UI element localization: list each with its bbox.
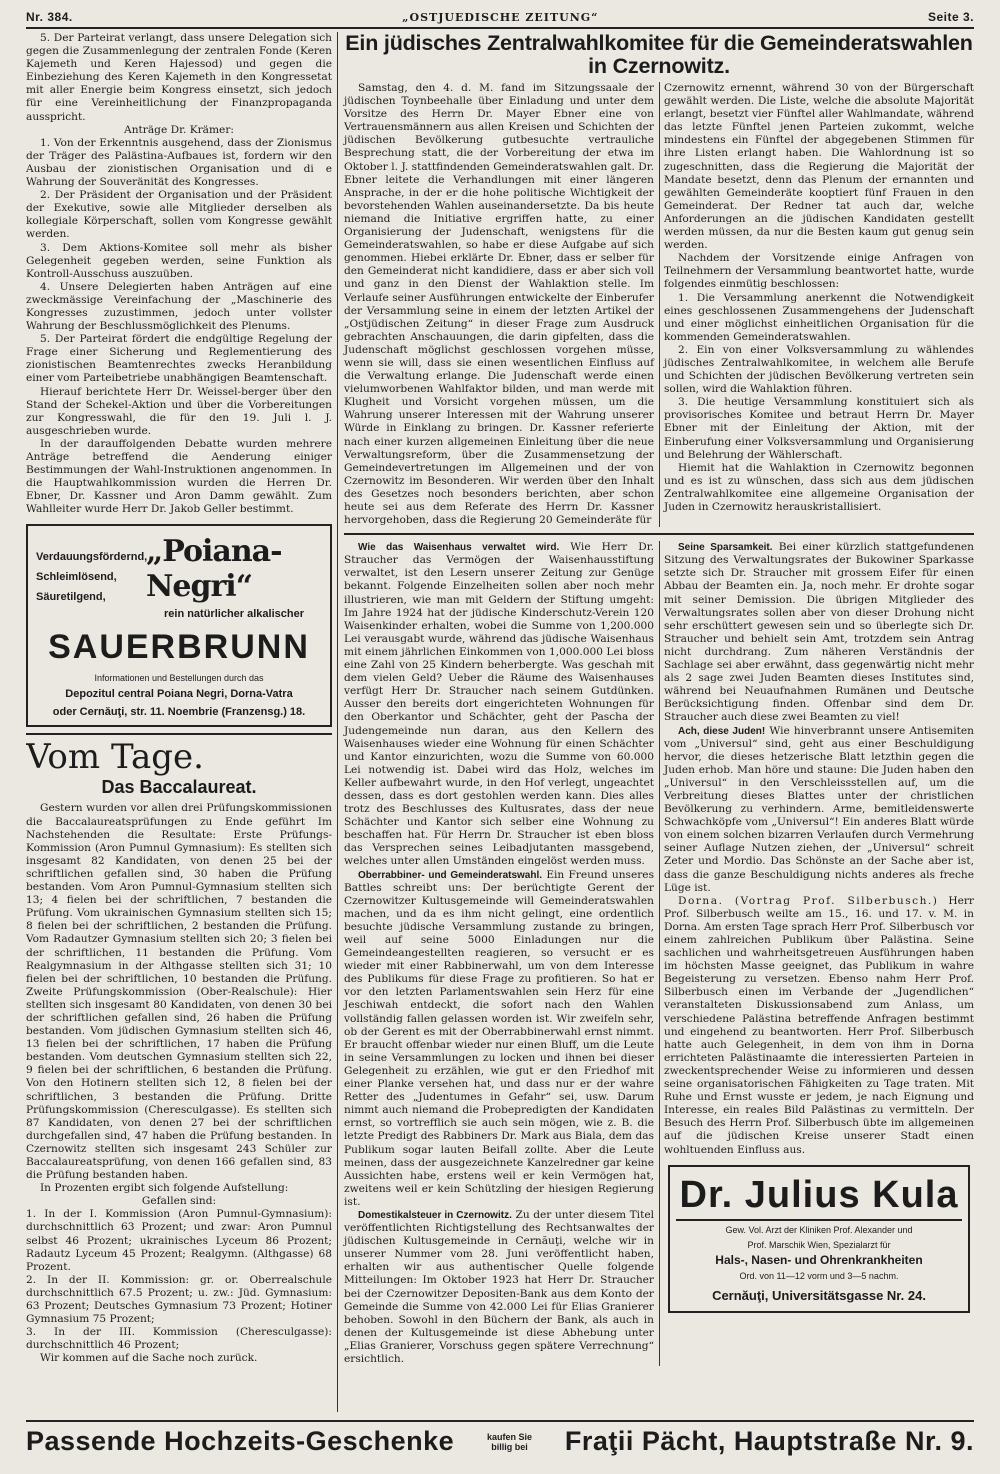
resolution-item: 2. Ein von einer Volksversammlung zu wählendes jüdisches Zentralwahlkomitee, in welchem alle Berufe und Schichten der jüdischen Bevölkerung vertreten sein sollen, wird die Wahlaktion führen. [664,343,974,396]
ad-line: Prof. Marschik Wien, Spezialarzt für [747,1239,891,1250]
left-paragraph: 1. Von der Erkenntnis ausgehend, dass der Zionismus der Träger des Palästina-Aufbaues ist, fordern wir den Ausbau der zionistischen Organisation und di e Wahrung der Souveränität des Kongresses. [26,136,332,189]
lead-paragraph: Samstag, den 4. d. M. fand im Sitzungssaale der jüdischen Toynbeehalle über Einladung und unter dem Vorsitze des Herrn Dr. Mayer Ebner eine von Vertrauensmännern aus allen Kreisen und Schichten der jüdischen Bevölkerung gutbesuchte vertrauliche Besprechung statt, die der Vorbereitung der etwa im Oktober l. J. stattfindenden Gemeinderatswahlen galt. Dr. Ebner leitete die Verhandlungen mit einer längeren Ansprache, in der er die hohe politische Wichtigkeit der bevorstehenden Wahlen auseinandersetzte. Da bis heute niemand die Initiative ergriffen hatte, zu einer Organisierung der Judenschaft, wenigstens für die Gemeinderatswahlen, so habe er diese Aufgabe auf sich genommen. Hiebei erklärte Dr. Ebner, dass er selber für den Gemeinderat nicht kandidiere, dass er aber sich voll und ganz in den Dienst der Wahlaktion stelle. Im Verlaufe seiner Ausführungen entwickelte der Einberufer der Versammlung seine in einem der letzten Artikel der „Ostjüdischen Zeitung“ in dieser Frage zum Ausdruck gebrachten Anschauungen, die darin gipfelten, dass die Judenschaft möglichst geschlossen vorgehen müsse, wenn sie will, dass sie einen wesentlichen Einfluss auf die Verwaltung erlange. Die Judenschaft werde einen vielumworbenen Wahlfaktor bilden, und man werde mit Klugheit und Vorsicht vorgehen müssen, um die Wahrung unserer Interessen mit der Wahrung unserer Würde in Einklang zu bringen. Dr. Kassner referierte nach einer kurzen allgemeinen Einleitung über die neue Verwaltungsreform, über die Zusammensetzung der Gemeindevertretungen im Allgemeinen und der von Czernowitz im Besonderen. Wir werden über den Inhalt des Gesetzes noch besonders berichten, aber schon heute sei aus dem Referate des Herrn Dr. Kassner hervorgehoben, dass die Regierung 20 Gemeinderäte für [344,82,654,527]
news-head: Oberrabbiner- und Gemeinderatswahl. [358,869,543,881]
column-rule [659,82,660,527]
article-paragraph: In Prozenten ergibt sich folgende Aufstellung: [40,1182,289,1195]
column-rule [337,32,338,1412]
ad-hours: Ord. von 11—12 vorm und 3—5 nachm. [739,1270,899,1281]
article-paragraph: Gestern wurden vor allen drei Prüfungskommissionen die Baccalaureatsprüfungen zu Ende geführt Im Nachstehenden die Resultate: Erste Prüfungs-Kommission (Aron Pumnul Gymnasium): Es stellten sich insgesamt 82 Kandidaten, von denen 25 bei der schriftlichen gefallen sind, 30 haben die Prüfung bestanden. Vom Aron Pumnul-Gymnasium stellten sich 13; 4 fielen bei der schriftlichen, 7 bestanden die Prüfung. Vom ukrainischen Gymnasium stellten sich 15; 8 fielen bei der schriftlichen, 2 bestanden die Prüfung. Vom Radautzer Gymnasium stellten sich 20; 3 fielen bei der schriftlichen, 11 bestanden die Prüfung. Vom Realgymnasium in der Althgasse stellten sich 31; 10 fielen bei der schriftlichen, 10 bestanden die Prüfung. Zweite Prüfungskommission (Ober-Realschule): Hier stellten sich insgesamt 80 Kandidaten, von denen 30 bei der schriftlichen gefallen sind, 26 haben die Prüfung bestanden. Vom jüdischen Gymnasium stellten sich 46, 13 fielen bei der schriftlichen, 17 haben die Prüfung bestanden. Vom deutschen Gymnasium stellten sich 22, 9 fielen bei der schriftlichen, 6 bestanden die Prüfung. Von den Hotinern stellten sich 12, 8 fielen bei der schriftlichen, 3 bestanden die Prüfung. Dritte Prüfungskommission (Cheresculgasse). Es stellten sich 87 Kandidaten, von denen 27 bei der schriftlichen durchgefallen sind, 47 haben die Prüfung bestanden. In Czernowitz stellten sich insgesamt 243 Schüler zur Baccalaureatsprüfung, von denen 166 gefallen sind, 83 die Prüfung bestanden haben. [26,802,332,1182]
masthead: „OSTJUEDISCHE ZEITUNG“ [402,11,599,24]
news-text: Herr Prof. Silberbusch weilte am 15., 16. und 17. v. M. in Dorna. Am ersten Tage sprach Herr Prof. Silberbusch vor einem zahlreichen Publikum über Palästina. Seine sachlichen und wahrheitsgetreuen Ausführungen haben im höchsten Masse geeignet, das Publikum in wahre Begeisterung zu versetzen. Ebenso nahm Herr Prof. Silberbusch einen im Verbande der „Jugendlichen“ veranstalteten Diskussionsabend zum Anlass, um verschiedene Palästina betreffende Anfragen bestimmt und eingehend zu beantworten. Herr Prof. Silberbusch hatte auch Gelegenheit, in dem von ihm in Dorna errichteten Palästinaamte die interessierten Parteien in zweckentsprechender Weise zu informieren und dessen seine organisatorischen Fähigkeiten zu Tage traten. Mit Ruhe und Ernst wusste er jedem, je nach Eignung und Interesse, ein reales Bild Palästinas zu vermitteln. Der Besuch des Herrn Prof. Silberbusch übte im allgemeinen auf die jüdischen Kreise unserer Stadt einen wohltuenden Einfluss aus. [664,894,974,1156]
left-paragraph: 2. Der Präsident der Organisation und der Präsident der Exekutive, sowie alle Mitglieder derselben als kollegiale Körperschaft, sollen vom Kongresse gewählt werden. [26,189,332,241]
ad-subtitle: rein natürlicher alkalischer [163,608,304,621]
ad-address: Cernăuţi, Universitätsgasse Nr. 24. [712,1287,926,1303]
issue-number: Nr. 384. [26,10,73,24]
lead-paragraph: Czernowitz ernennt, während 30 von der Bürgerschaft gewählt werden. Die Liste, welche die absolute Majorität erlangt, besetzt vier Fünftel aller Wahlmandate, während das letzte Fünftel jenen Parteien zukommt, welche mindestens ein Fünftel der abgegebenen Stimmen für ihre Listen erlangt haben. Die Wahlordnung ist so zugeschnitten, dass die Regierung die Majorität der Mandate besetzt, denn das Plenum der ernannten und gewählten Gemeinderäte kooptiert fünf Frauen in den Gemeinderat. Der Redner tat auch dar, welche Anforderungen an die jüdischen Kandidaten gestellt werden müssen, da nur die Besten kaum gut genug sein werden. [664,82,974,252]
footer-ad [26,1420,974,1457]
news-head: Seine Sparsamkeit. [678,542,773,554]
left-paragraph: Anträge Dr. Krämer: [124,123,234,136]
news-text: Wie hinverbrannt unsere Antisemiten vom „Universul“ sind, geht aus einer Beschuldigung hervor, die dieses hetzerische Blatt letzthin gegen die Juden erhob. Man höre und staune: Die Juden haben den „Universul“ in den Verschleissstellen auf, um die Verbreitung dieses Blattes unter der christlichen Bevölkerung zu verhindern. Arme, bemitleidenswerte Schwachköpfe vom „Universul“! Ein anderes Blatt würde von einem solchen bizarren Verlaufen durch Vermehrung seiner Auflage Nutzen ziehen, der „Universul“ schreit Zeter und Mordio. Das Schönste an der Sache aber ist, dass die ganze Beschuldigung nichts anderes als freche Lüge ist. [664,724,974,894]
ad-line: Verdauungsfördernd, [36,551,148,564]
article-title: Das Baccalaureat. [101,777,257,798]
article-paragraph: Gefallen sind: [141,1195,217,1208]
section-title: Vom Tage. [26,733,332,775]
lead-article [344,82,974,527]
section-rule [344,533,974,535]
left-paragraph: In der darauffolgenden Debatte wurden mehrere Anträge betreffend die Aenderung einiger Bestimmungen der Wahl-Instruktionen angenommen. In die Hauptwahlkommission wurden die Herren Dr. Ebner, Dr. Kassner und Aron Damm gewählt. Zum Wahlleiter wurde Herr Dr. Jakob Geller bestimmt. [26,437,332,516]
ad-specialty: Hals-, Nasen- und Ohrenkrankheiten [715,1252,923,1267]
resolution-item: 1. Die Versammlung anerkennt die Notwendigkeit eines geschlossenen Zusammengehens der Judenschaft und einer möglichst einheitlichen Organisation für die kommenden Gemeinderatswahlen. [664,291,974,343]
lead-paragraph: Nachdem der Vorsitzende einige Anfragen von Teilnehmern der Versammlung beantwortet hatte, wurde folgendes einmütig beschlossen: [664,252,974,291]
news-text: Ein Freund unseres Battles schreibt uns: Der berüchtigte Gerent der Czernowitzer Kultusgemeinde will Gemeinderatswahlen machen, und da es ihm nicht gelingt, eine ordentlich besuchte jüdische Versammlung zustande zu bringen, weil auf seine 5000 Einladungen nur die Gemeindeangestellten reagieren, so versucht er es wieder mit einer Rabbinerwahl, um von dem Interesse des Publikums für diese Frage zu profitieren. So hat er vor den letzten Parlamentswahlen sein Herz für eine Jeschiwah entdeckt, die sofort nach den Wahlen vollständig fallen gelassen worden ist. Wir zweifeln sehr, ob der Gerent es mit der Oberrabbinerwahl ernst nimmt. Er braucht offenbar wieder nur einen Bluff, um die Leute in seine Versammlungen zu locken und ihnen bei dieser Gelegenheit zu erzählen, wie gut er den Friedhof mit einer Planke versehen hat, und dass nur er der wahre Retter des „Judentumes in Gefahr“ sei, usw. Darum nimmt auch niemand die Probepredigten der Kandidaten ernst, so vortrefflich sie auch sein mögen, wie z. B. die letzte Predigt des Rabbiners Dr. Mark aus Biala, dem das Publikum sogar lauten Beifall zollte. Aber die Leute meinen, dass der ausgezeichnete Kanzelredner gar keine Aussichten habe, erstens weil er kein Vermögen hat, zweitens weil er kein Schützling der hiesigen Regierung ist. [344,868,654,1208]
running-header [26,10,974,29]
footer-mid-line: kaufen Sie [487,1431,533,1442]
footer-mid-line: billig bei [491,1441,528,1452]
left-paragraph: 5. Der Parteirat verlangt, dass unsere Delegation sich gegen die Zusammenlegung der zentralen Fonde (Keren Kajemeth und Keren Hajessod) und gegen die Einbeziehung des Keren Kajemeth in den Kongressetat mit aller Energie beim Kongress einsetzt, sich jedoch für eine Vereinheitlichung der Finanzpropaganda ausspricht. [26,32,332,123]
ad-line: Gew. Vol. Arzt der Kliniken Prof. Alexander und [725,1224,913,1235]
article-paragraph: Wir kommen auf die Sache noch zurück. [40,1352,258,1365]
lead-paragraph: Hiemit hat die Wahlaktion in Czernowitz begonnen und es ist zu wünschen, dass sich aus dem jüdischen Zentralwahlkomitee eine allgemeine Organisation der Juden in Czernowitz herauskristallisiert. [664,461,974,513]
right-area [344,32,974,1412]
resolution-item: 3. Die heutige Versammlung konstituiert sich als provisorisches Komitee und betraut Herrn Dr. Mayer Ebner mit der Einleitung der Aktion, mit der Einberufung einer Volksversammlung und Organisierung und Belehrung der Wählerschaft. [664,396,974,461]
page-number: Seite 3. [927,10,974,24]
left-column [26,32,332,1412]
ad-line: Säuretilgend, [36,591,106,604]
ad-address: Depozitul central Poiana Negri, Dorna-Vatra [65,688,293,701]
left-paragraph: 3. Dem Aktions-Komitee soll mehr als bisher Gelegenheit gegeben werden, seine Funktion als Kontroll-Ausschuss auszuüben. [26,241,332,280]
news-text: Wie Herr Dr. Straucher das Vermögen der Waisenhausstiftung verwaltet, ist den Lesern unserer Zeitung zur Genüge bekannt. Folgende Einzelheiten sollen aber noch mehr illustrieren, wie man mit Geldern der Stiftung umgeht: Im Jahre 1924 hat der jüdische Kinderschutz-Verein 120 Waisenkinder erhalten, wobei die Summe von 1,200.000 Lei verausgabt wurde, während das jüdische Waisenhaus mit einem jährlichen Einkommen von 1,000.000 Lei bloss eine Zahl von 25 Kindern beherbergte. Was geschah mit dem vielen Geld? Ueber die Räume des Waisenhauses verfügt Herr Dr. Straucher nach seinem Gutdünken. Ausser den bereits dort eingerichteten Wohnungen für den Oberkantor und Schächter, geht der Pascha der Judengemeinde nun daran, aus den Kellern des Waisenhauses wieder eine Wohnung für einen Schächter und Kantor einzurichten, wozu die Summe von 60.000 Lei notwendig ist. Dabei wird das Holz, welches im Keller aufbewahrt wurde, in den Hof verlegt, ungeachtet dessen, dass es dort gestohlen werden kann. Dies alles trotz des Beschlusses des Kultusrates, dass der neue Schächter und Kantor sich selber eine Wohnung zu beschaffen hat. Für Herrn Dr. Straucher ist eben bloss das Versprechen seines Leibadjutanten massgebend, welches unter allen Umständen eingelöst werden muss. [344,541,654,868]
dr-kula-ad [668,1165,970,1313]
ad-name: Dr. Julius Kula [676,1175,962,1221]
news-head: Wie das Waisenhaus verwaltet wird. [358,542,560,554]
column-rule [659,541,660,1366]
left-paragraph: 5. Der Parteirat fördert die endgültige Regelung der Frage einer Sicherung und Reglementierung des zionistischen Beamtenrechtes zwecks Heranbildung einer vom Parteibetriebe unabhängigen Beamtenschaft. [26,333,332,385]
article-paragraph: 1. In der I. Kommission (Aron Pumnul-Gymnasium): durchschnittlich 63 Prozent; und zwar: Aron Pumnul selbst 46 Prozent; ukrainisches Lyceum 86 Prozent; Radautz Lyceum 45 Prozent; Realgymn. (Althgasse) 68 Prozent. [26,1208,332,1273]
ad-info: Informationen und Bestellungen durch das [94,673,264,684]
ad-line: Schleimlösend, [36,571,117,584]
left-paragraph: 4. Unsere Delegierten haben Anträgen auf eine zweckmässige Vereinfachung der „Maschinerie des Kongresses zuzustimmen, jedoch unter vollster Wahrung der Beschlussmöglichkeit des Plenums. [26,280,332,333]
left-paragraph: Hierauf berichtete Herr Dr. Weissel-berger über den Stand der Schekel-Aktion und über die Vorbereitungen zur Kongresswahl, die für den 19. Juli l. J. ausgeschrieben wurde. [26,385,332,437]
footer-left: Passende Hochzeits-Geschenke [26,1426,455,1456]
ad-product: SAUERBRUNN [48,628,310,667]
lead-headline: Ein jüdisches Zentralwahlkomitee für die Gemeinderatswahlen in Czernowitz. [345,31,973,78]
article-paragraph: 2. In der II. Kommission: gr. or. Oberrealschule durchschnittlich 67.5 Prozent; u. zw.: Jüd. Gymnasium: 63 Prozent; Deutsches Gymnasium 73 Prozent; Hotiner Gymnasium 75 Prozent; [26,1273,332,1326]
article-paragraph: 3. In der III. Kommission (Cheresculgasse): durchschnittlich 46 Prozent; [26,1326,332,1352]
news-head: Ach, diese Juden! [678,725,766,737]
poiana-negri-ad [26,524,332,727]
news-head: Domestikalsteuer in Czernowitz. [358,1209,512,1221]
short-news [344,541,974,1366]
news-head: Dorna. (Vortrag Prof. Silberbusch.) [678,894,939,907]
ad-address: oder Cernăuţi, str. 11. Noembrie (Franzensg.) 18. [52,706,306,719]
news-text: Zu der unter diesem Titel veröffentlichten Richtigstellung des Rechtsanwaltes der jüdischen Kultusgemeinde in Cernăuţi, welche wir in unserer Nummer vom 28. Juni veröffentlicht haben, erhalten wir aus authentischer Quelle folgende Mitteilungen: Im Oktober 1923 hat Herr Dr. Straucher bei der Czernowitzer Depositen-Bank aus dem Konto der Gemeinde die Summe von 42.000 Lei für Elias Granierer behoben. Sowohl in den Büchern der Bank, als auch in denen der Kultusgemeinde ist diese Abhebung unter „Elias Granierer, Vorschuss gegen spätere Verrechnung“ ersichtlich. [344,1208,654,1365]
footer-right: Fraţii Pächt, Hauptstraße Nr. 9. [564,1426,974,1456]
ad-brand: „Poiana-Negri“ [146,534,282,605]
news-text: Bei einer kürzlich stattgefundenen Sitzung des Verwaltungsrates der Bukowiner Sparkasse setzte sich Dr. Straucher mit grossem Eifer für einen Abbau der Beamten ein. Ja, noch mehr. Er drohte sogar mit seiner Demission. Die übrigen Mitglieder des Verwaltungsrates sollen aber von dieser Drohung nicht sehr erschüttert gewesen sein und so überlegte sich Dr. Straucher und behielt sein Amt, trotzdem sein Antrag nicht durchdrang. Zum näheren Verständnis der Sachlage sei aber erwähnt, dass gegenwärtig nicht mehr als 2 sage zwei Juden Beamten dieses Institutes sind, während bei Neuaufnahmen Rumänen und Deutsche Berücksichtigung finden. Offenbar sind dem Dr. Straucher auch diese zwei Beamten zu viel! [664,541,974,724]
footer-mid [487,1432,532,1452]
